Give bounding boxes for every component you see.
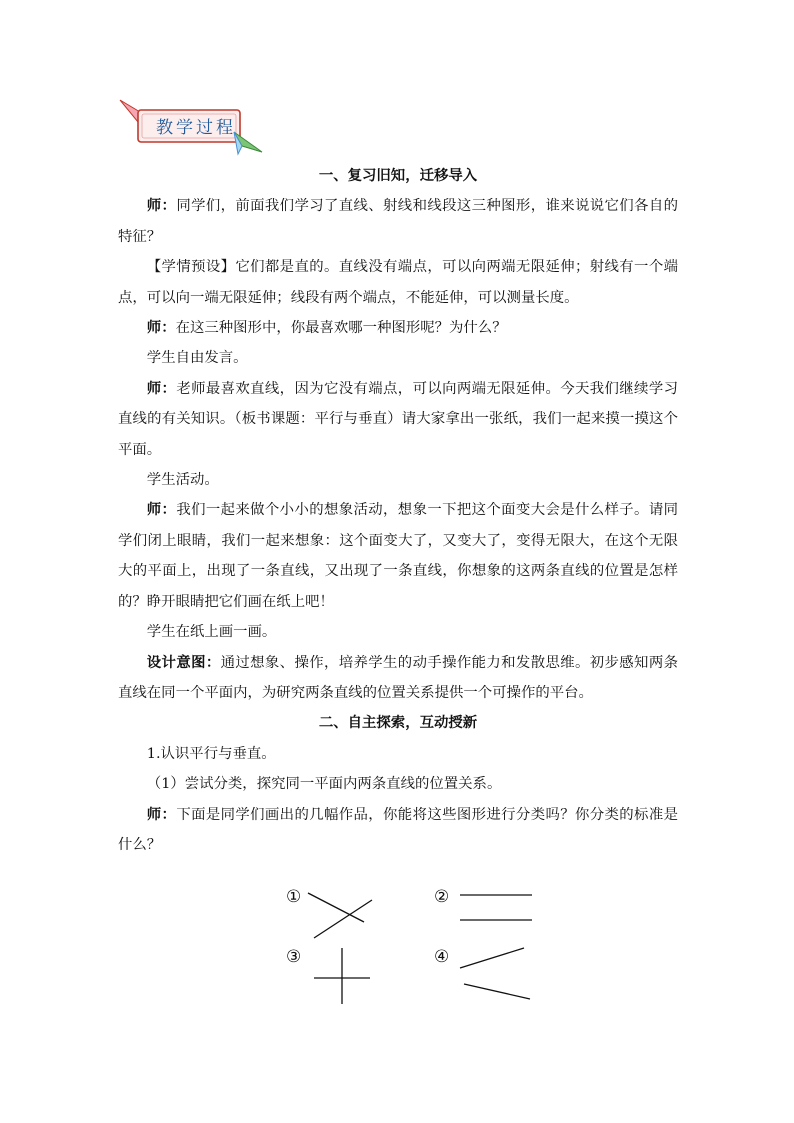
paragraph-teacher-classify — [118, 800, 678, 861]
line-figures — [280, 880, 560, 1010]
figure-2-parallel-lines — [460, 895, 532, 920]
preset-tag: 【学情预设】 — [146, 259, 236, 276]
section2-title: 二、自主探索，互动授新 — [318, 714, 478, 732]
speaker-label: 师： — [146, 805, 177, 823]
paragraph-preset — [118, 252, 678, 313]
paragraph-student-speak: 学生自由发言。 — [146, 350, 248, 367]
paragraph-subheading-1: 1.认识平行与垂直。 — [146, 745, 276, 762]
badge-label: 教学过程 — [156, 118, 236, 138]
paragraph-subheading-2: （1）尝试分类，探究同一平面内两条直线的位置关系。 — [146, 776, 502, 793]
speaker-label: 师： — [146, 379, 177, 397]
figure-label-3: ③ — [286, 947, 302, 967]
paragraph-text: 下面是同学们画出的几幅作品，你能将这些图形进行分类吗？你分类的标准是什么？ — [118, 806, 678, 853]
paragraph-text: 通过想象、操作，培养学生的动手操作能力和发散思维。初步感知两条直线在同一个平面内，为研究两条直线的位置关系提供一个可操作的平台。 — [118, 654, 678, 701]
section1-title: 一、复习旧知，迁移导入 — [318, 167, 478, 184]
paragraph-text: 它们都是直的。直线没有端点，可以向两端无限延伸；射线有一个端点，可以向一端无限延伸；线段有两个端点，不能延伸，可以测量长度。 — [118, 259, 678, 306]
paragraph-teacher-question-2 — [118, 313, 678, 343]
paragraph-text: 在这三种图形中，你最喜欢哪一种图形呢？为什么？ — [175, 320, 507, 337]
figure-1-intersecting-lines — [308, 893, 372, 938]
paragraph-student-activity: 学生活动。 — [146, 472, 219, 489]
speaker-label: 师： — [146, 501, 177, 519]
figure-label-1: ① — [286, 887, 302, 907]
paragraph-text: 同学们，前面我们学习了直线、射线和线段这三种图形，谁来说说它们各自的特征？ — [118, 198, 678, 245]
figure-lines — [280, 880, 560, 1010]
figure-4-diverging-lines — [460, 948, 530, 999]
lesson-content — [118, 161, 678, 860]
paragraph-text: 老师最喜欢直线，因为它没有端点，可以向两端无限延伸。今天我们继续学习直线的有关知识。（板书课题：平行与垂直）请大家拿出一张纸，我们一起来摸一摸这个平面。 — [118, 380, 678, 458]
speaker-label: 师： — [146, 197, 177, 215]
paragraph-design-intent — [118, 648, 678, 709]
design-intent-tag: 设计意图： — [146, 653, 221, 671]
figure-3-perpendicular-lines — [314, 948, 370, 1004]
paragraph-text: 我们一起来做个小小的想象活动，想象一下把这个面变大会是什么样子。请同学们闭上眼睛，我们一起来想象：这个面变大了，又变大了，变得无限大，在这个无限大的平面上，出现了一条直线，又出现了一条直线，你想象的这两条直线的位置是怎样的？睁开眼睛把它们画在纸上吧！ — [118, 502, 678, 610]
paragraph-teacher-question-1 — [118, 191, 678, 252]
speaker-label: 师： — [146, 319, 176, 337]
figure-label-4: ④ — [434, 947, 450, 967]
paragraph-teacher-explain — [118, 374, 678, 465]
figure-label-2: ② — [434, 887, 450, 907]
paragraph-teacher-imagine — [118, 495, 678, 617]
paragraph-student-draw: 学生在纸上画一画。 — [146, 624, 277, 641]
